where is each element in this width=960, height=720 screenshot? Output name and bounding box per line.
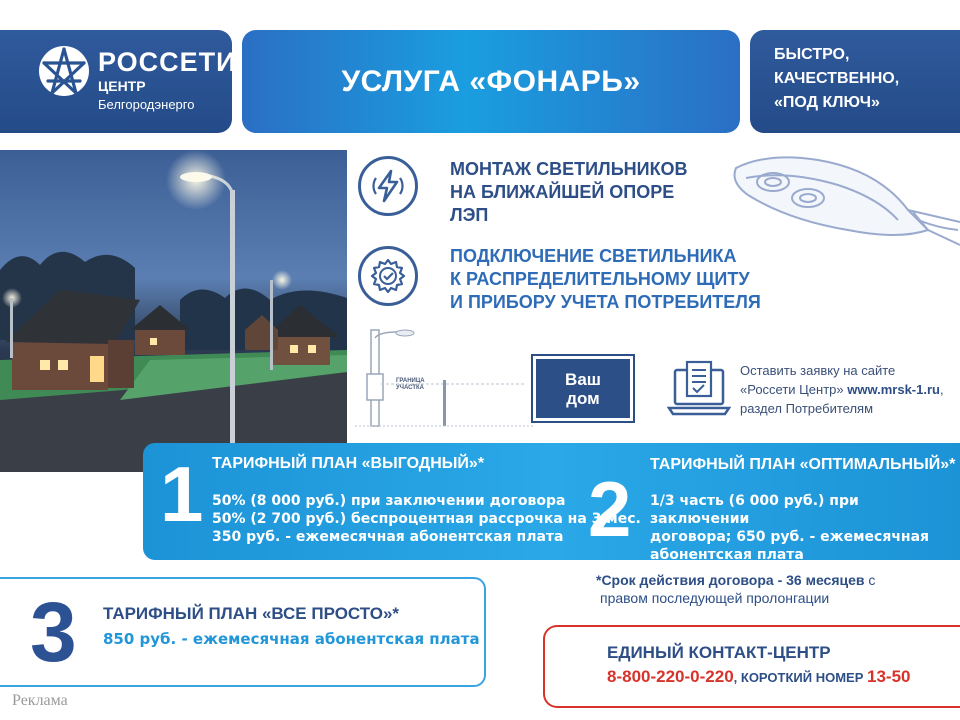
logo-subtitle: ЦЕНТР <box>98 78 146 94</box>
service-line: НА БЛИЖАЙШЕЙ ОПОРЕ <box>450 182 675 202</box>
logo-branch: Белгородэнерго <box>98 97 195 112</box>
contact-text: , КОРОТКИЙ НОМЕР <box>733 670 867 685</box>
contact-title: ЕДИНЫЙ КОНТАКТ-ЦЕНТР <box>607 643 831 662</box>
plan-line: 50% (2 700 руб.) беспроцентная рассрочка на 3 мес. <box>212 511 641 527</box>
rosseti-logo-icon <box>38 45 90 97</box>
boundary-line: УЧАСТКА <box>396 385 424 391</box>
apply-line-text: «Россети Центр» <box>740 382 848 397</box>
plan-line: 50% (8 000 руб.) при заключении договора <box>212 493 566 509</box>
plan-details <box>650 492 960 564</box>
apply-line: Оставить заявку на сайте <box>740 363 896 378</box>
plan-number: 3 <box>30 585 77 679</box>
service-line: К РАСПРЕДЕЛИТЕЛЬНОМУ ЩИТУ <box>450 269 750 289</box>
plan-line: 350 руб. - ежемесячная абонентская плата <box>212 529 564 545</box>
page-title: УСЛУГА «ФОНАРЬ» <box>341 64 641 98</box>
plan-number: 1 <box>160 450 204 538</box>
slogan-panel <box>750 30 960 133</box>
slogan-line: КАЧЕСТВЕННО, <box>774 70 900 87</box>
plan-title: ТАРИФНЫЙ ПЛАН «ВЫГОДНЫЙ»* <box>212 455 485 472</box>
service-line: ЛЭП <box>450 205 489 225</box>
apply-line: раздел Потребителям <box>740 401 874 416</box>
pole-diagram <box>355 322 535 432</box>
apply-line <box>740 380 944 399</box>
your-house-box <box>533 356 633 421</box>
contract-note: правом последующей пролонгации <box>600 590 830 606</box>
laptop-document-icon <box>667 360 731 418</box>
lightning-icon <box>358 156 418 216</box>
logo-title: РОССЕТИ <box>98 47 237 77</box>
apply-line-text: , <box>939 382 944 397</box>
plan-line: 850 руб. - ежемесячная абонентская плата <box>103 630 480 648</box>
note-text: *Срок действия договора - 36 месяцев <box>596 572 865 588</box>
service-line: И ПРИБОРУ УЧЕТА ПОТРЕБИТЕЛЯ <box>450 292 761 312</box>
plan-line: абонентская плата <box>650 547 804 563</box>
boundary-line: ГРАНИЦА <box>396 378 425 384</box>
contact-phones <box>607 667 910 687</box>
house-line: дом <box>566 388 600 408</box>
lamp-fixture-drawing <box>728 150 960 280</box>
contract-note <box>596 572 875 588</box>
plan-title: ТАРИФНЫЙ ПЛАН «ВСЕ ПРОСТО»* <box>103 604 400 623</box>
title-banner <box>242 30 740 133</box>
service-line: ПОДКЛЮЧЕНИЕ СВЕТИЛЬНИКА <box>450 246 737 266</box>
site-link[interactable]: www.mrsk-1.ru <box>847 382 940 397</box>
apply-instructions <box>740 361 944 418</box>
note-text: с <box>864 572 876 588</box>
gear-check-icon <box>358 246 418 306</box>
plan-number: 2 <box>588 465 632 553</box>
service-install-text <box>450 158 688 227</box>
short-number[interactable]: 13-50 <box>867 667 911 686</box>
service-connect-text <box>450 245 761 314</box>
slogan-line: БЫСТРО, <box>774 46 850 63</box>
ad-label: Реклама <box>12 692 68 709</box>
street-lamp-photo <box>0 150 347 472</box>
service-line: МОНТАЖ СВЕТИЛЬНИКОВ <box>450 159 688 179</box>
plan-details <box>212 492 641 546</box>
plan-title: ТАРИФНЫЙ ПЛАН «ОПТИМАЛЬНЫЙ»* <box>650 456 956 473</box>
slogan-line: «ПОД КЛЮЧ» <box>774 94 880 111</box>
boundary-label <box>396 378 425 392</box>
phone-number[interactable]: 8-800-220-0-220 <box>607 667 734 686</box>
house-line: Ваш <box>565 369 601 389</box>
plan-line: 1/3 часть (6 000 руб.) при заключении <box>650 493 859 527</box>
plan-line: договора; 650 руб. - ежемесячная <box>650 529 930 545</box>
